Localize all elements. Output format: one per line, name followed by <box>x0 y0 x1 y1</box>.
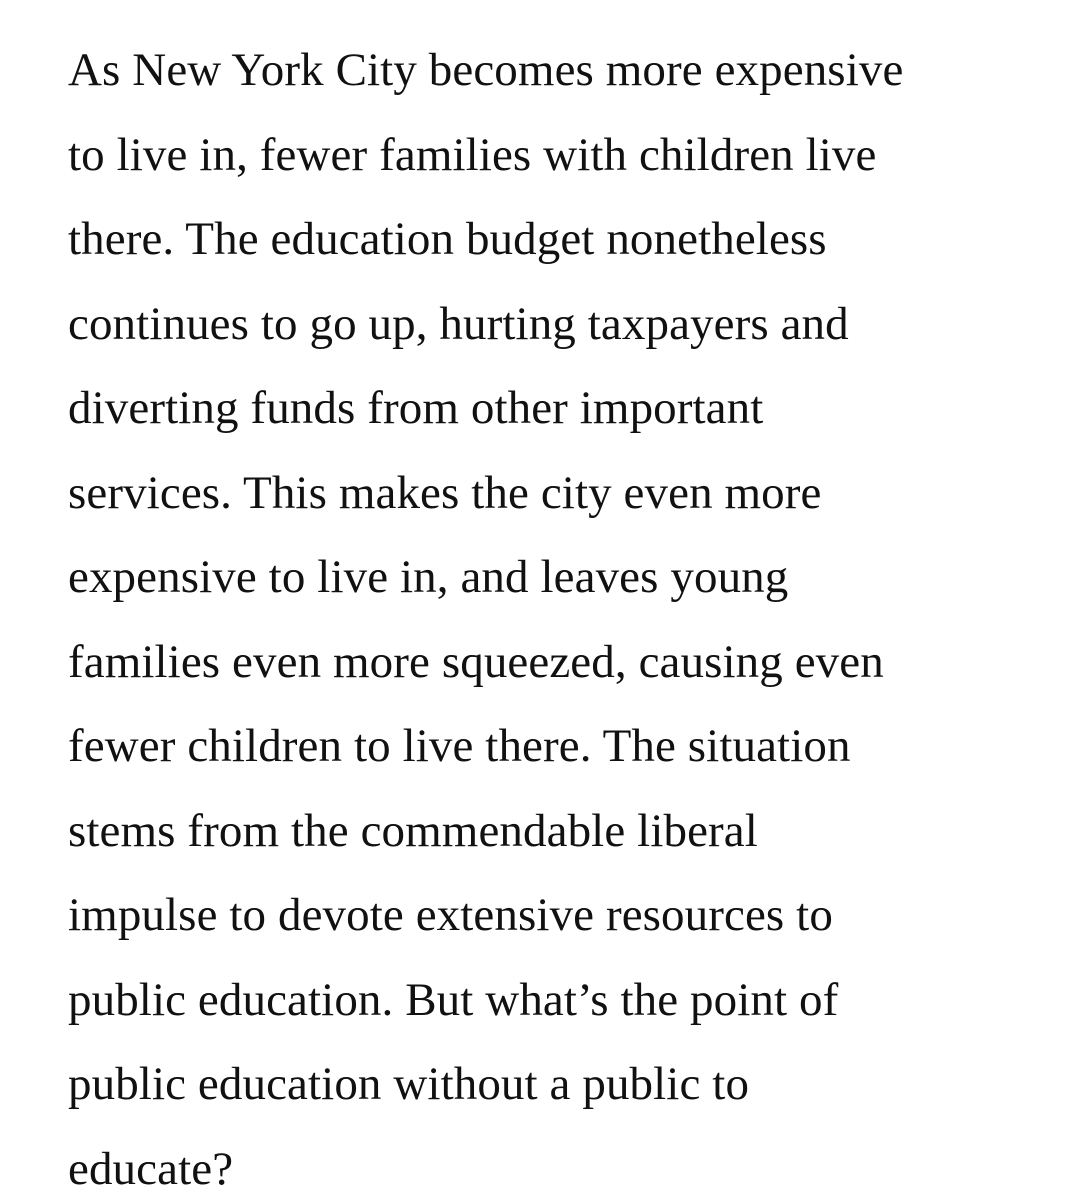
paragraph-line: fewer children to live there. The situation <box>68 720 851 772</box>
paragraph-line: there. The education budget nonetheless <box>68 213 827 265</box>
paragraph-line: As New York City becomes more expensive <box>68 44 904 96</box>
paragraph-line: continues to go up, hurting taxpayers and <box>68 297 849 350</box>
paragraph-line: stems from the commendable liberal <box>68 804 758 857</box>
paragraph-line: impulse to devote extensive resources to <box>68 889 833 941</box>
paragraph-line: public education without a public to <box>68 1058 750 1110</box>
paragraph-line: services. This makes the city even more <box>68 466 822 519</box>
paragraph-line: public education. But what’s the point of <box>68 973 839 1026</box>
paragraph-line: educate? <box>68 1142 234 1195</box>
paragraph-line: to live in, fewer families with children live <box>68 128 877 181</box>
article-paragraph <box>68 28 1044 1200</box>
paragraph-line: diverting funds from other important <box>68 382 764 434</box>
paragraph-line: families even more squeezed, causing even <box>68 635 884 688</box>
paragraph-line: expensive to live in, and leaves young <box>68 551 789 603</box>
